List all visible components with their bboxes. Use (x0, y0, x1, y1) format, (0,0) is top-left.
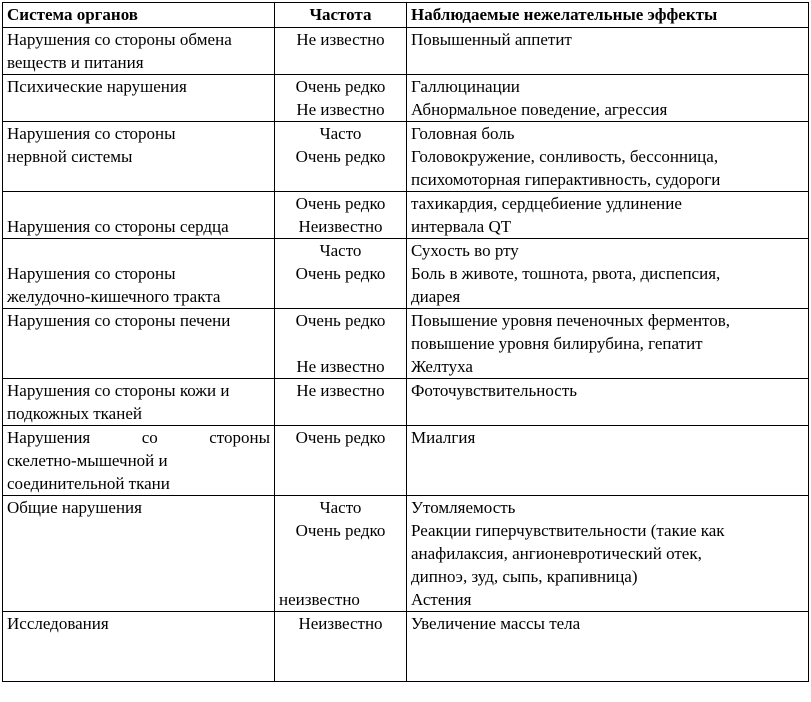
organ-cell: Нарушения со стороны скелетно-мышечной и соединительной ткани (3, 426, 275, 496)
table-row (3, 192, 809, 239)
frequency-cell: Не известно (275, 28, 407, 75)
effects-cell: Галлюцинации Абнормальное поведение, агрессия (407, 75, 809, 122)
frequency-cell: Часто Очень редко неизвестно (275, 496, 407, 612)
organ-cell: Общие нарушения (3, 496, 275, 612)
effects-cell: Сухость во рту Боль в животе, тошнота, рвота, диспепсия, диарея (407, 239, 809, 309)
table-row (3, 309, 809, 379)
organ-cell: Нарушения со стороны обмена веществ и питания (3, 28, 275, 75)
frequency-cell: Не известно (275, 379, 407, 426)
organ-cell: Нарушения со стороны желудочно-кишечного тракта (3, 239, 275, 309)
effects-cell: Головная боль Головокружение, сонливость, бессонница, психомоторная гиперактивность, судороги (407, 122, 809, 192)
frequency-cell: Часто Очень редко (275, 122, 407, 192)
table-row (3, 496, 809, 612)
effects-cell: Повышенный аппетит (407, 28, 809, 75)
frequency-cell: Очень редко Неизвестно (275, 192, 407, 239)
frequency-cell: Очень редко (275, 426, 407, 496)
header-row (3, 3, 809, 28)
effects-cell: Утомляемость Реакции гиперчувствительности (такие как анафилаксия, ангионевротический отек, дипноэ, зуд, сыпь, крапивница) Астения (407, 496, 809, 612)
organ-cell: Нарушения со стороны нервной системы (3, 122, 275, 192)
table-row (3, 239, 809, 309)
effects-cell: Миалгия (407, 426, 809, 496)
frequency-cell: Часто Очень редко (275, 239, 407, 309)
adverse-effects-table (2, 2, 809, 682)
organ-cell: Психические нарушения (3, 75, 275, 122)
header-organ-system: Система органов (3, 3, 275, 28)
effects-cell: Фоточувствительность (407, 379, 809, 426)
table-row (3, 75, 809, 122)
table-row (3, 122, 809, 192)
header-effects: Наблюдаемые нежелательные эффекты (407, 3, 809, 28)
frequency-cell: Очень редко Не известно (275, 309, 407, 379)
effects-cell: Повышение уровня печеночных ферментов, повышение уровня билирубина, гепатит Желтуха (407, 309, 809, 379)
table-row (3, 426, 809, 496)
frequency-cell: Неизвестно (275, 612, 407, 682)
effects-cell: тахикардия, сердцебиение удлинение интервала QT (407, 192, 809, 239)
frequency-cell: Очень редко Не известно (275, 75, 407, 122)
effects-cell: Увеличение массы тела (407, 612, 809, 682)
table-row (3, 28, 809, 75)
table-row (3, 612, 809, 682)
table-row (3, 379, 809, 426)
organ-cell: Нарушения со стороны кожи и подкожных тканей (3, 379, 275, 426)
header-frequency: Частота (275, 3, 407, 28)
organ-cell: Исследования (3, 612, 275, 682)
organ-cell: Нарушения со стороны печени (3, 309, 275, 379)
organ-cell: Нарушения со стороны сердца (3, 192, 275, 239)
